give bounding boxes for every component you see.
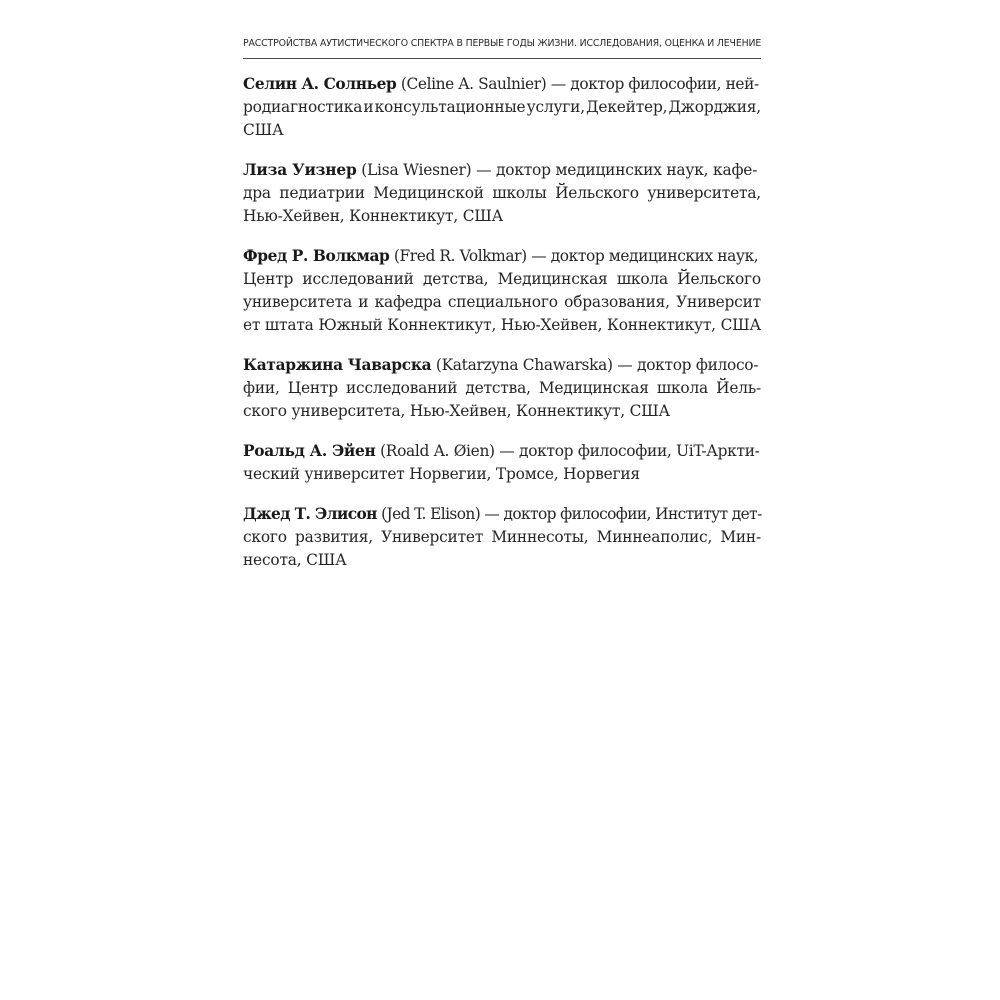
entry-line bbox=[243, 268, 761, 291]
entry-line bbox=[243, 377, 761, 400]
word: исследований bbox=[302, 270, 414, 288]
word: развития, bbox=[295, 528, 373, 546]
entry-line: ского университета, Нью-Хейвен, Коннектикут, США bbox=[243, 402, 670, 420]
book-page bbox=[243, 36, 761, 589]
word: Йельского bbox=[677, 270, 761, 288]
entry-line: США bbox=[243, 121, 284, 139]
contributor-name: Джед Т. Элисон bbox=[243, 505, 377, 523]
word: Университет bbox=[381, 528, 484, 546]
word: Нью-Хейвен, bbox=[500, 316, 603, 334]
entry-text: (Celine A. Saulnier) — доктор философии, ней- bbox=[400, 75, 759, 93]
word: Декейтер, bbox=[586, 98, 668, 116]
word: детства, bbox=[465, 379, 531, 397]
word: университета, bbox=[647, 184, 761, 202]
entry-line: ческий университет Норвегии, Тромсе, Норвегия bbox=[243, 465, 640, 483]
word: Йельского bbox=[555, 184, 639, 202]
running-head: РАССТРОЙСТВА АУТИСТИЧЕСКОГО СПЕКТРА В ПЕРВЫЕ ГОДЫ ЖИЗНИ. ИССЛЕДОВАНИЯ, ОЦЕНКА И ЛЕЧЕНИЕ bbox=[243, 36, 761, 59]
word: Медицинской bbox=[373, 184, 484, 202]
word: кафедра bbox=[374, 293, 442, 311]
entry-text: (Roald A. Øien) — доктор философии, UiT-Аркти- bbox=[380, 442, 760, 460]
word: детства, bbox=[423, 270, 489, 288]
word: Центр bbox=[287, 379, 338, 397]
word: Йель- bbox=[716, 379, 761, 397]
word: ет bbox=[243, 316, 261, 334]
contributor-entry bbox=[243, 245, 761, 337]
contributor-entry bbox=[243, 440, 761, 486]
word: Медицинская bbox=[497, 270, 608, 288]
entry-line bbox=[243, 503, 761, 526]
entry-line bbox=[243, 182, 761, 205]
word: штата bbox=[264, 316, 314, 334]
word: педиатрии bbox=[279, 184, 365, 202]
word: Южный bbox=[318, 316, 383, 334]
word: родиагностика bbox=[243, 98, 363, 116]
word: Университ bbox=[676, 293, 761, 311]
word: специального bbox=[447, 293, 558, 311]
entry-line bbox=[243, 526, 761, 549]
entry-line: несота, США bbox=[243, 551, 347, 569]
entry-line bbox=[243, 245, 761, 268]
entry-line bbox=[243, 314, 761, 337]
contributor-name: Катаржина Чаварска bbox=[243, 356, 432, 374]
contributors-list bbox=[243, 73, 761, 572]
word: фии, bbox=[243, 379, 280, 397]
entry-line bbox=[243, 354, 761, 377]
contributor-entry bbox=[243, 159, 761, 228]
entry-line: Нью-Хейвен, Коннектикут, США bbox=[243, 207, 504, 225]
word: США bbox=[720, 316, 761, 334]
word: и bbox=[358, 293, 369, 311]
word: и bbox=[363, 98, 374, 116]
word: образования, bbox=[564, 293, 670, 311]
word: школа bbox=[656, 379, 709, 397]
entry-line bbox=[243, 159, 761, 182]
word: Медицинская bbox=[538, 379, 649, 397]
word: Джорджия, bbox=[668, 98, 761, 116]
word: консультационные bbox=[374, 98, 526, 116]
word: ского bbox=[243, 528, 287, 546]
entry-text: (Katarzyna Chawarska) — доктор филосо- bbox=[435, 356, 759, 374]
entry-line bbox=[243, 73, 761, 96]
word: Мин- bbox=[720, 528, 761, 546]
word: услуги, bbox=[526, 98, 585, 116]
word: школы bbox=[492, 184, 547, 202]
contributor-name: Роальд А. Эйен bbox=[243, 442, 376, 460]
word: Миннеаполис, bbox=[596, 528, 713, 546]
word: Коннектикут, bbox=[387, 316, 497, 334]
word: Миннесоты, bbox=[491, 528, 589, 546]
entry-line bbox=[243, 96, 761, 119]
entry-line bbox=[243, 291, 761, 314]
contributor-name: Селин А. Солньер bbox=[243, 75, 397, 93]
word: дра bbox=[243, 184, 271, 202]
entry-line bbox=[243, 440, 761, 463]
word: школа bbox=[616, 270, 668, 288]
word: Коннектикут, bbox=[607, 316, 716, 334]
contributor-name: Фред Р. Волкмар bbox=[243, 247, 390, 265]
entry-text: (Lisa Wiesner) — доктор медицинских наук, кафе- bbox=[361, 161, 758, 179]
entry-text: (Fred R. Volkmar) — доктор медицинских наук, bbox=[393, 247, 759, 265]
word: Центр bbox=[243, 270, 294, 288]
entry-text: (Jed T. Elison) — доктор философии, Институт дет- bbox=[381, 505, 762, 523]
contributor-entry bbox=[243, 73, 761, 142]
contributor-entry bbox=[243, 503, 761, 572]
contributor-entry bbox=[243, 354, 761, 423]
contributor-name: Лиза Уизнер bbox=[243, 161, 357, 179]
word: исследований bbox=[345, 379, 458, 397]
word: университета bbox=[243, 293, 352, 311]
